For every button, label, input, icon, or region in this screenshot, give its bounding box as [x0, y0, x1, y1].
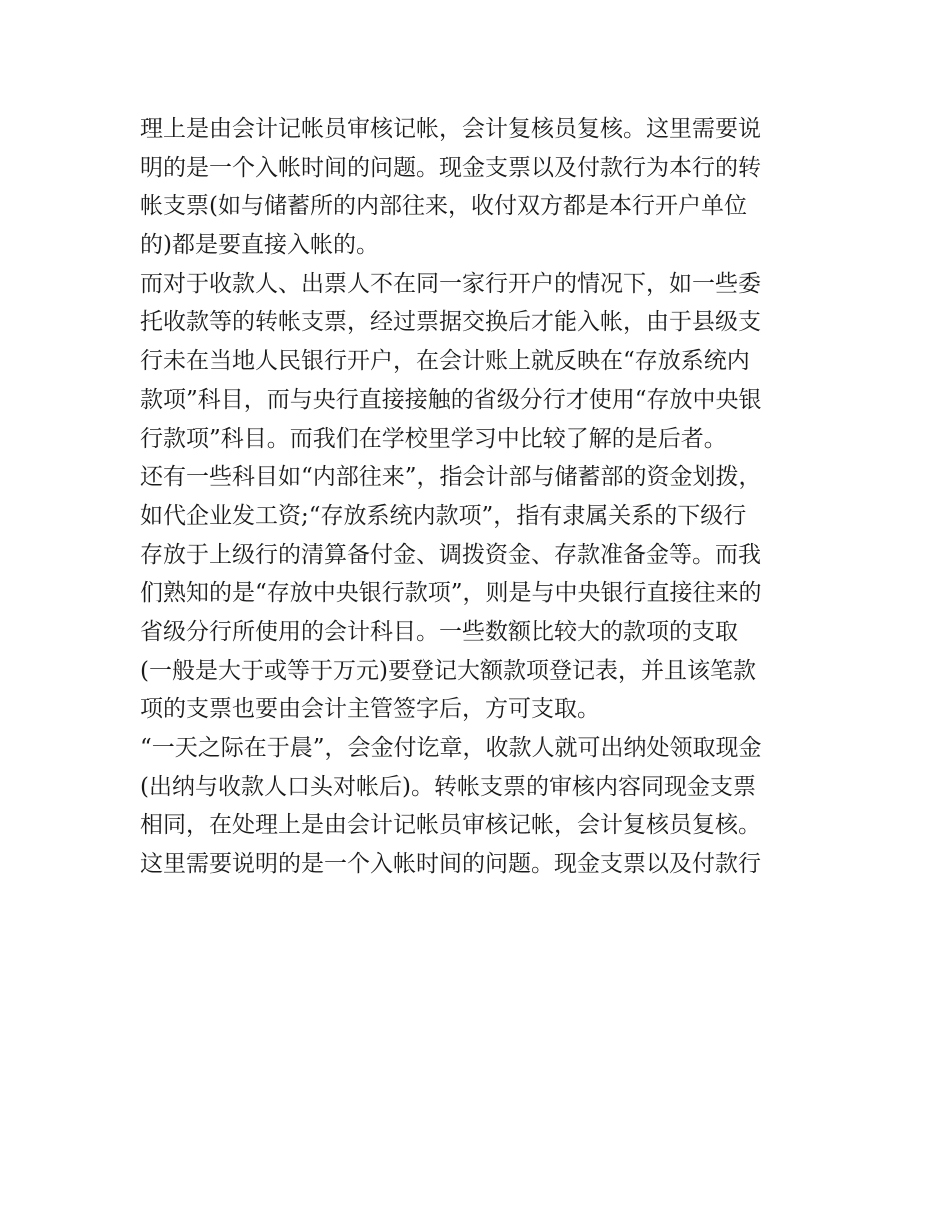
text-line-5: 而对于收款人、出票人不在同一家行开户的情况下，如一些委	[140, 270, 761, 297]
text-line-13: 们熟知的是“存放中央银行款项”，则是与中央银行直接往来的	[140, 580, 762, 607]
text-line-12: 存放于上级行的清算备付金、调拨资金、存款准备金等。而我	[140, 541, 761, 568]
text-line-9: 行款项”科目。而我们在学校里学习中比较了解的是后者。	[140, 425, 727, 452]
document-body	[140, 110, 820, 884]
text-line-10: 还有一些科目如“内部往来”，指会计部与储蓄部的资金划拨，	[140, 464, 762, 491]
text-line-18: (出纳与收款人口头对帐后)。转帐支票的审核内容同现金支票	[140, 773, 756, 800]
text-line-6: 托收款等的转帐支票，经过票据交换后才能入帐，由于县级支	[140, 309, 761, 336]
text-line-7: 行未在当地人民银行开户，在会计账上就反映在“存放系统内	[140, 348, 750, 375]
text-line-14: 省级分行所使用的会计科目。一些数额比较大的款项的支取	[140, 618, 738, 645]
text-line-8: 款项”科目，而与央行直接接触的省级分行才使用“存放中央银	[140, 386, 762, 413]
text-line-3: 帐支票(如与储蓄所的内部往来，收付双方都是本行开户单位	[140, 193, 747, 220]
text-line-19: 相同，在处理上是由会计记帐员审核记帐，会计复核员复核。	[140, 812, 761, 839]
text-line-15: (一般是大于或等于万元)要登记大额款项登记表，并且该笔款	[140, 657, 756, 684]
text-line-4: 的)都是要直接入帐的。	[140, 232, 379, 259]
text-line-17: “一天之际在于晨”，会金付讫章，收款人就可出纳处领取现金	[140, 735, 762, 761]
text-line-11: 如代企业发工资;“存放系统内款项”，指有隶属关系的下级行	[140, 502, 747, 529]
text-line-1: 理上是由会计记帐员审核记帐，会计复核员复核。这里需要说	[140, 116, 761, 142]
text-line-16: 项的支票也要由会计主管签字后，方可支取。	[140, 696, 600, 723]
text-line-20: 这里需要说明的是一个入帐时间的问题。现金支票以及付款行	[140, 851, 761, 878]
text-line-2: 明的是一个入帐时间的问题。现金支票以及付款行为本行的转	[140, 154, 761, 181]
